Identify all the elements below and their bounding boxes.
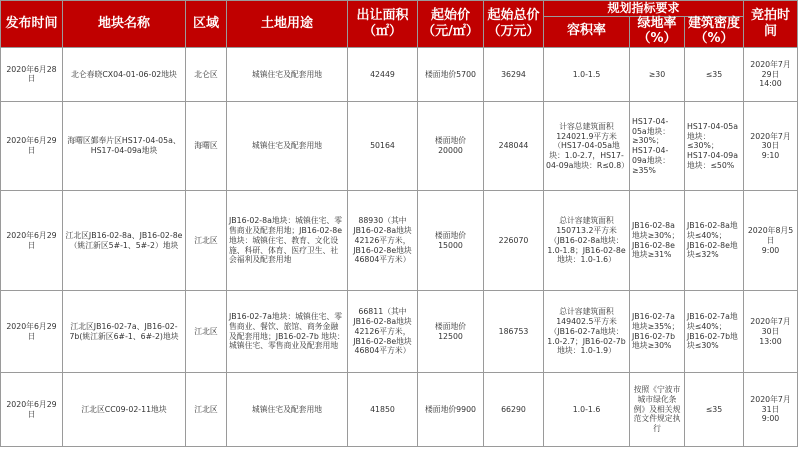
cell-area: 41850 <box>348 373 418 447</box>
header-start-total: 起始总价 （万元） <box>484 1 544 48</box>
cell-name: 江北区JB16-02-8a、JB16-02-8e（姚江新区5#-1、5#-2）地块 <box>63 191 186 291</box>
cell-date: 2020年6月28日 <box>1 47 63 101</box>
cell-green: JB16-02-8a地块≥30%；JB16-02-8e地块≥31% <box>630 191 685 291</box>
cell-land-use: JB16-02-8a地块：城镇住宅、零售商业及配套用地；JB16-02-8e 地块：城镇住宅、教育、文化设施、科研、体育、医疗卫生、社会福利及配套用地 <box>227 191 348 291</box>
header-plan: 规划指标要求 <box>544 1 744 17</box>
header-name: 地块名称 <box>63 1 186 48</box>
cell-land-use: 城镇住宅及配套用地 <box>227 47 348 101</box>
cell-density: ≤35 <box>685 47 744 101</box>
cell-start-total: 36294 <box>484 47 544 101</box>
header-auction: 竞拍时间 <box>744 1 798 48</box>
cell-green: HS17-04-05a地块：≥30%；HS17-04-09a地块：≥35% <box>630 101 685 190</box>
cell-auction: 2020年7月30日 9:10 <box>744 101 798 190</box>
cell-far: 1.0-1.6 <box>544 373 630 447</box>
cell-name: 北仑春晓CX04-01-06-02地块 <box>63 47 186 101</box>
cell-district: 江北区 <box>186 191 227 291</box>
cell-district: 海曙区 <box>186 101 227 190</box>
cell-start-total: 186753 <box>484 291 544 373</box>
cell-date: 2020年6月29日 <box>1 373 63 447</box>
cell-name: 海曙区鄞奉片区HS17-04-05a、HS17-04-09a地块 <box>63 101 186 190</box>
cell-auction: 2020年8月5日 9:00 <box>744 191 798 291</box>
cell-start-price: 楼面地价 12500 <box>418 291 484 373</box>
cell-far: 总计容建筑面积149402.5平方米（JB16-02-7a地块：1.0-2.7；JB16-02-7b地块：1.0-1.9） <box>544 291 630 373</box>
cell-start-price: 楼面地价 20000 <box>418 101 484 190</box>
cell-district: 江北区 <box>186 373 227 447</box>
cell-area: 88930（其中JB16-02-8a地块42126平方米，JB16-02-8e地块46804平方米） <box>348 191 418 291</box>
cell-auction: 2020年7月30日 13:00 <box>744 291 798 373</box>
cell-start-price: 楼面地价5700 <box>418 47 484 101</box>
cell-green: ≥30 <box>630 47 685 101</box>
cell-density: HS17-04-05a地块：≤30%；HS17-04-09a地块：≤50% <box>685 101 744 190</box>
cell-land-use: JB16-02-7a地块：城镇住宅、零售商业、餐饮、旅馆、商务金融及配套用地；JB16-02-7b 地块：城镇住宅、零售商业及配套用地 <box>227 291 348 373</box>
cell-far: 1.0-1.5 <box>544 47 630 101</box>
cell-green: JB16-02-7a地块≥35%；JB16-02-7b地块≥30% <box>630 291 685 373</box>
cell-far: 计容总建筑面积124021.9平方米（HS17-04-05a地块：1.0-2.7，HS17-04-09a地块：R≤0.8） <box>544 101 630 190</box>
header-date: 发布时间 <box>1 1 63 48</box>
cell-start-total: 248044 <box>484 101 544 190</box>
cell-density: JB16-02-7a地块≤40%；JB16-02-7b地块≤30% <box>685 291 744 373</box>
cell-start-price: 楼面地价 15000 <box>418 191 484 291</box>
cell-area: 42449 <box>348 47 418 101</box>
cell-start-price: 楼面地价9900 <box>418 373 484 447</box>
cell-auction: 2020年7月31日 9:00 <box>744 373 798 447</box>
cell-name: 江北区CC09-02-11地块 <box>63 373 186 447</box>
header-far: 容积率 <box>544 17 630 48</box>
cell-auction: 2020年7月29日 14:00 <box>744 47 798 101</box>
table-row <box>1 373 798 447</box>
cell-start-total: 226070 <box>484 191 544 291</box>
table-row <box>1 101 798 190</box>
cell-area: 66811（其中JB16-02-8a地块42126平方米，JB16-02-8e地块46804平方米） <box>348 291 418 373</box>
cell-district: 北仑区 <box>186 47 227 101</box>
header-area: 出让面积 （㎡） <box>348 1 418 48</box>
cell-far: 总计容建筑面积150713.2平方米（JB16-02-8a地块：1.0-1.8；JB16-02-8e地块：1.0-1.6） <box>544 191 630 291</box>
cell-start-total: 66290 <box>484 373 544 447</box>
cell-land-use: 城镇住宅及配套用地 <box>227 373 348 447</box>
cell-density: ≤35 <box>685 373 744 447</box>
header-start-price: 起始价 （元/㎡） <box>418 1 484 48</box>
cell-date: 2020年6月29日 <box>1 101 63 190</box>
table-body <box>1 47 798 446</box>
cell-green: 按照《宁波市城市绿化条例》及相关规范文件规定执行 <box>630 373 685 447</box>
table-row <box>1 191 798 291</box>
cell-density: JB16-02-8a地块≤40%；JB16-02-8e地块≤32% <box>685 191 744 291</box>
header-district: 区域 <box>186 1 227 48</box>
cell-district: 江北区 <box>186 291 227 373</box>
cell-date: 2020年6月29日 <box>1 191 63 291</box>
header-green: 绿地率 （%） <box>630 17 685 48</box>
table-row <box>1 291 798 373</box>
header-land-use: 土地用途 <box>227 1 348 48</box>
header-density: 建筑密度 （%） <box>685 17 744 48</box>
cell-name: 江北区JB16-02-7a、JB16-02-7b(姚江新区6#-1、6#-2)地块 <box>63 291 186 373</box>
table-header <box>1 1 798 48</box>
table-row <box>1 47 798 101</box>
cell-area: 50164 <box>348 101 418 190</box>
cell-date: 2020年6月29日 <box>1 291 63 373</box>
cell-land-use: 城镇住宅及配套用地 <box>227 101 348 190</box>
